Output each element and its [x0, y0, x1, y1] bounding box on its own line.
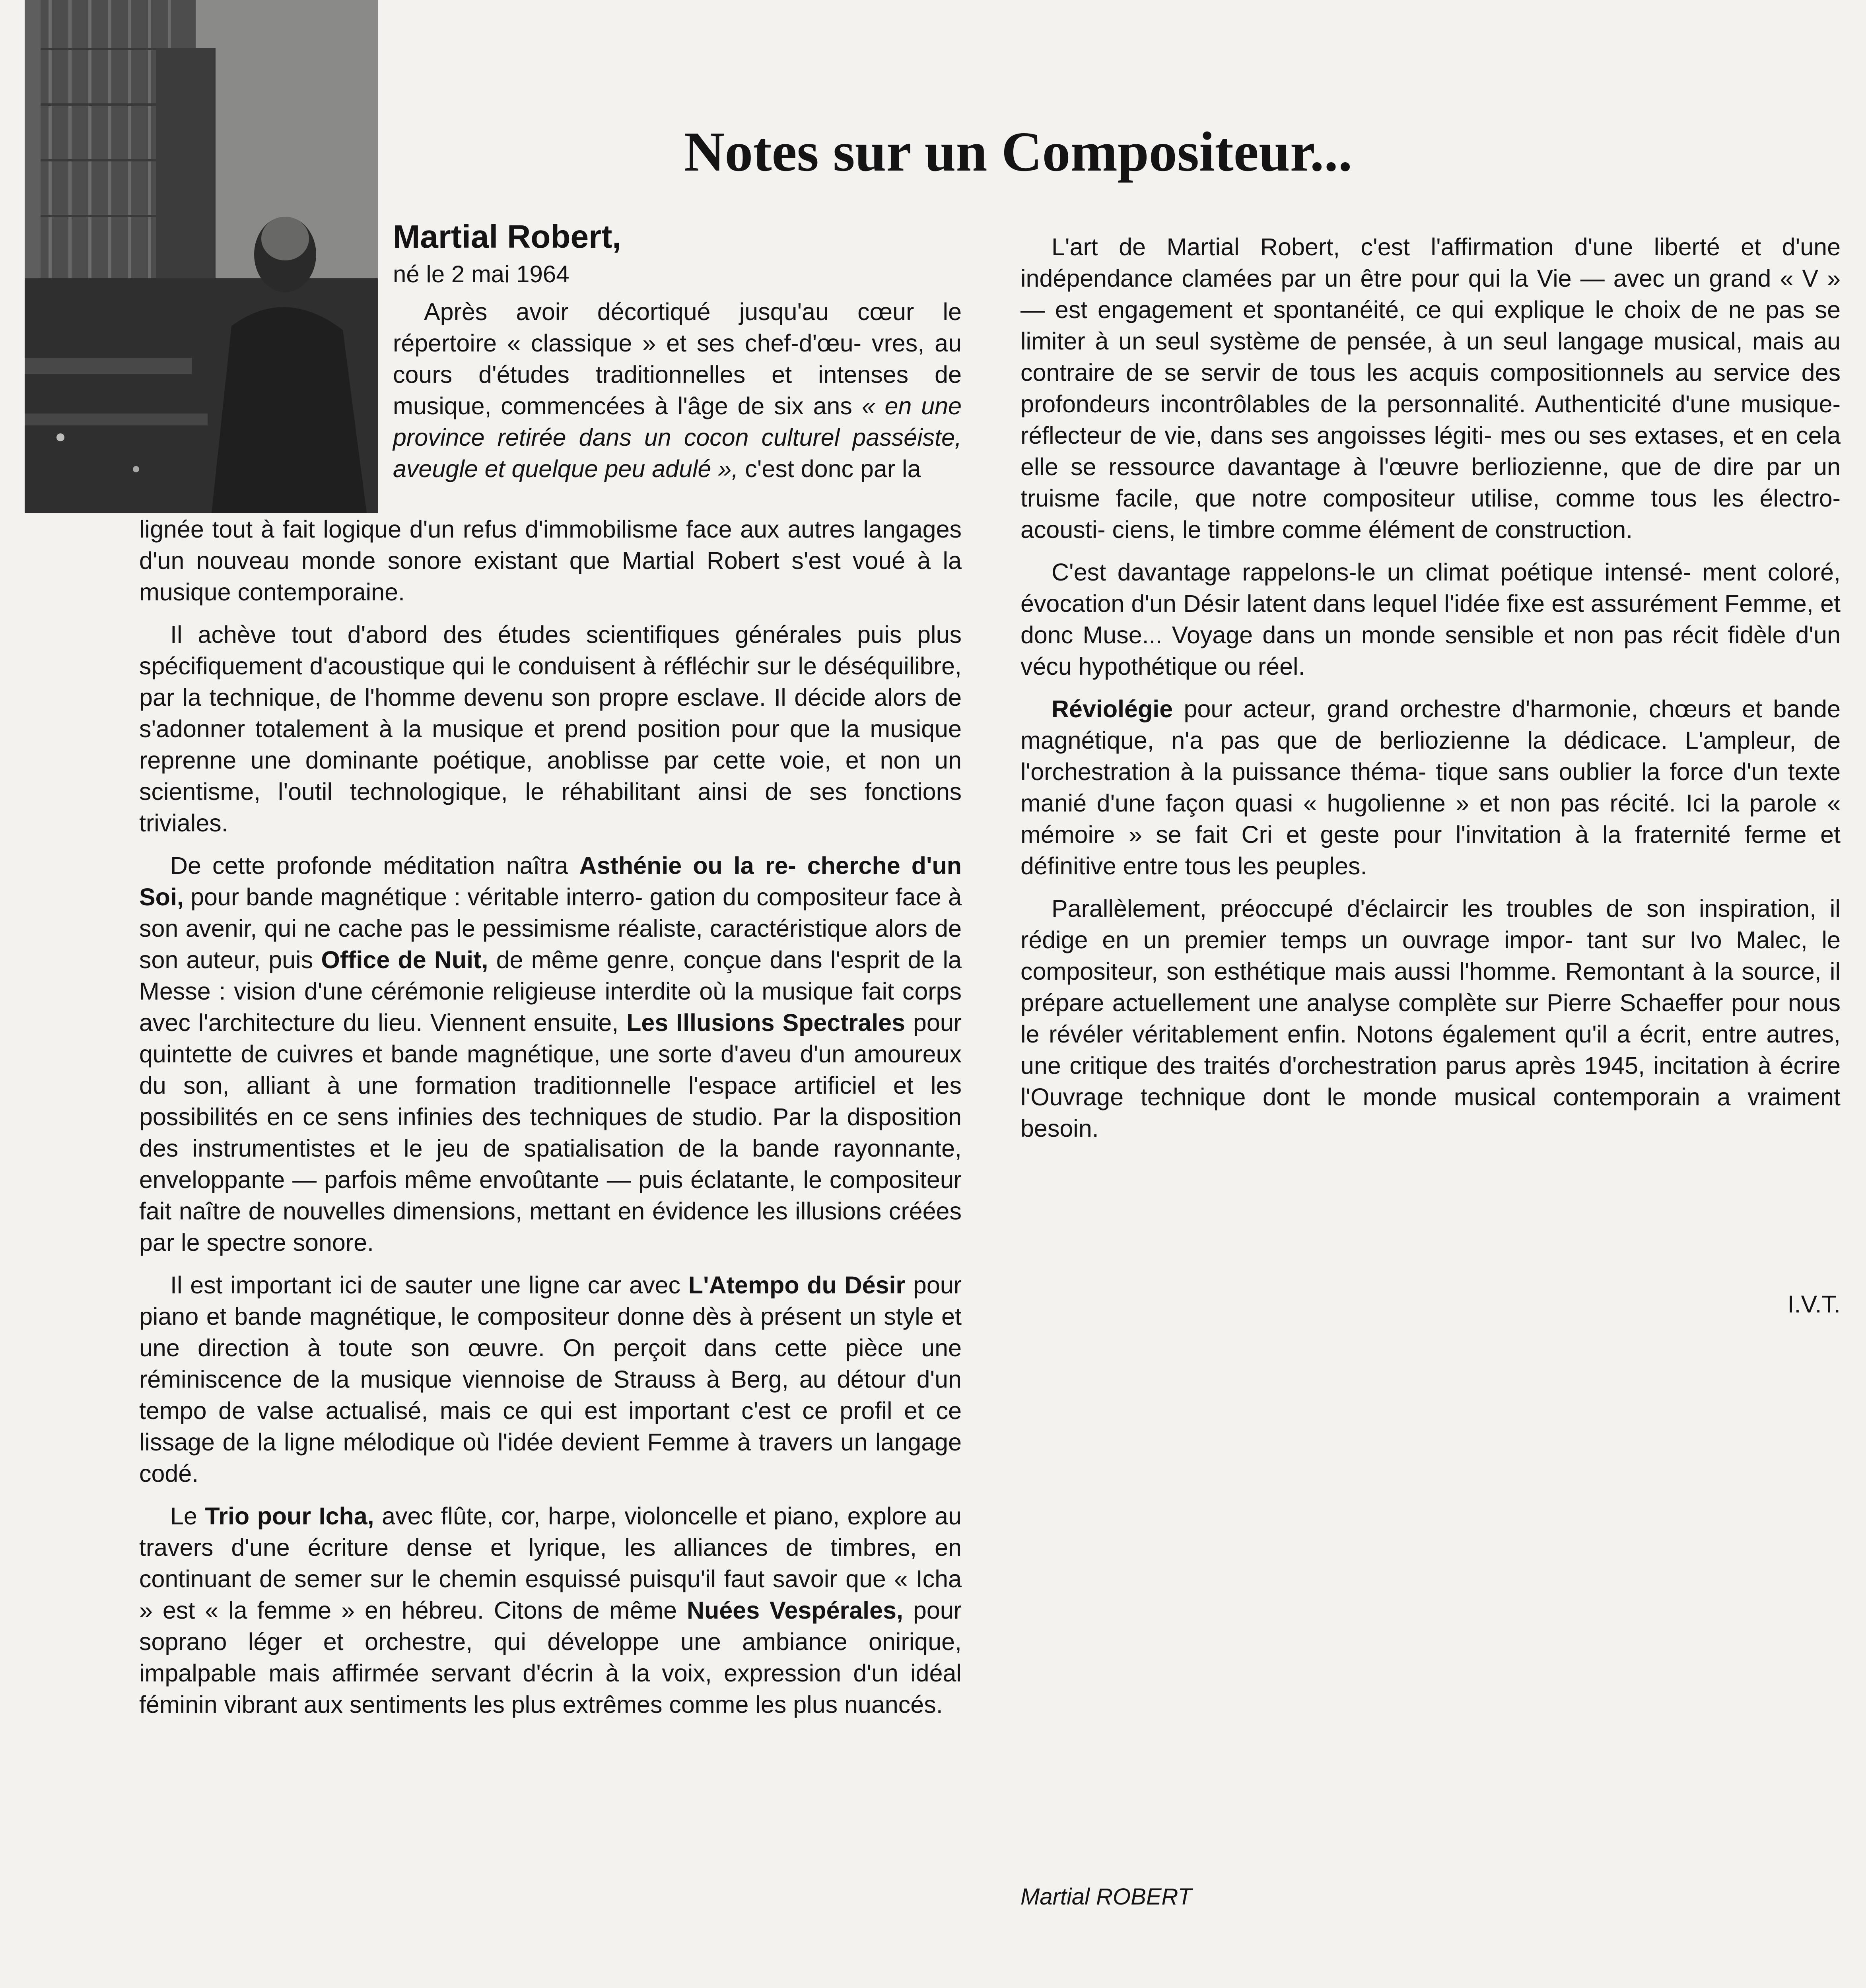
work-title-trio-pour-icha: Trio pour Icha, [205, 1503, 374, 1530]
work-title-office-de-nuit: Office de Nuit, [321, 946, 488, 973]
author-birth-date: né le 2 mai 1964 [393, 261, 570, 287]
work-title-illusions-spectrales: Les Illusions Spectrales [626, 1009, 906, 1036]
left-column-intro [393, 296, 962, 485]
paragraph-works-early [139, 850, 962, 1258]
intro-continuation: c'est donc par la [745, 455, 921, 482]
paragraph-intro-rest: lignée tout à fait logique d'un refus d'immobilisme face aux autres langages d'un nouveau monde sonore existant que Martial Robert s'est voué à la musique contemporaine. [139, 516, 962, 606]
text-span: pour soprano léger et orchestre, qui développe une ambiance onirique, impalpable mais affirmée servant d'écrin à la voix, expression d'un idéal féminin vibrant aux sentiments les plus extrêmes comme les plus nuancés. [139, 1597, 962, 1718]
work-title-reviolegie: Réviolégie [1052, 695, 1173, 722]
intro-text: Après avoir décortiqué jusqu'au cœur le répertoire « classique » et ses chef-d'œu- vres, au cours d'études traditionnelles et intenses de musique, commencées à l'âge de six ans [393, 298, 962, 419]
paragraph-ouvrages: Parallèlement, préoccupé d'éclaircir les troubles de son inspiration, il rédige en un premier temps un ouvrage impor- tant sur Ivo Malec, le compositeur, son esthétique mais aussi l'homme. Remontant à la source, il prépare actuellement une analyse complète sur Pierre Schaeffer pour nous le révéler véritablement enfin. Notons également qu'il a écrit, entre autres, une critique des traités d'orchestration parus après 1945, incitation à écrire l'Ouvrage technique dont le monde musical contemporain a vraiment besoin. [1020, 895, 1841, 1142]
intro-quote: « en une province retirée dans un cocon culturel passéiste, aveugle et quelque peu adulé », [393, 392, 962, 482]
text-span: pour piano et bande magnétique, le compositeur donne dès à présent un style et une direction à toute son œuvre. On perçoit dans cette pièce une réminiscence de la musique viennoise de Strauss à Berg, au détour d'un tempo de valse actualisé, mais ce qui est important c'est ce profil et ce lissage de la ligne mélodique où l'idée devient Femme à travers un langage codé. [139, 1272, 962, 1487]
paragraph-art: L'art de Martial Robert, c'est l'affirmation d'une liberté et d'une indépendance clamées par un être pour qui la Vie — avec un grand « V » — est engagement et spontanéité, ce qui explique le choix de ne pas se limiter à un seul système de pensée, à un seul langage musical, mais au contraire de se servir de tous les acquis compositionnels au service des profondeurs incontrôlables de la personnalité. Authenticité d'une musique-réflecteur de vie, dans ses angoisses légiti- mes ou ses extases, et en cela elle se ressource davantage à l'œuvre berliozienne, que de dire par un truisme facile, que notre compositeur utilise, comme tous les électro-acousti- ciens, le timbre comme élément de construction. [1020, 233, 1841, 543]
photo-caption: Martial ROBERT [1020, 1884, 1192, 1910]
text-span: Il est important ici de sauter une ligne car avec [170, 1272, 681, 1299]
paragraph-studies: Il achève tout d'abord des études scientifiques générales puis plus spécifiquement d'acoustique qui le conduisent à réfléchir sur le déséquilibre, par la technique, de l'homme devenu son propre esclave. Il décide alors de s'adonner totalement à la musique et prend position pour que la musique reprenne une dominante poétique, anoblisse par cette voie, et non un scientisme, l'outil technologique, le réhabilitant ainsi de ses fonctions triviales. [139, 621, 962, 837]
paragraph-climat: C'est davantage rappelons-le un climat poétique intensé- ment coloré, évocation d'un Désir latent dans lequel l'idée fixe est assurément Femme, et donc Muse... Voyage dans un monde sensible et non pas récit fidèle d'un vécu hypothétique ou réel. [1020, 559, 1841, 680]
paragraph-atempo [139, 1270, 962, 1489]
right-column [1020, 231, 1841, 1155]
text-span: de même genre, conçue dans l'esprit de la Messe : vision d'une cérémonie religieuse interdite où la musique fait corps avec l'architecture du lieu. Viennent ensuite, [139, 946, 962, 1036]
portrait-photo [25, 0, 378, 513]
author-name: Martial Robert, [393, 219, 622, 255]
paragraph-trio [139, 1501, 962, 1720]
text-span: pour acteur, grand orchestre d'harmonie, chœurs et bande magnétique, n'a pas que de berliozienne la dédicace. L'ampleur, de l'orchestration à la puissance théma- tique sans oublier la force d'un texte manié d'une façon quasi « hugolienne » et non pas récité. Ici la parole « mémoire » se fait Cri et geste pour l'invitation à la fraternité ferme et définitive entre tous les peuples. [1020, 695, 1841, 879]
text-span: pour bande magnétique : véritable interro- gation du compositeur face à son avenir, qui ne cache pas le pessimisme réaliste, caractéristique alors de son auteur, puis [139, 883, 962, 973]
portrait-photo-image [25, 0, 378, 513]
paragraph-intro [393, 296, 962, 485]
work-title-nuees-vesperales: Nuées Vespérales, [687, 1597, 903, 1624]
left-column [139, 514, 962, 1732]
work-title-atempo-du-desir: L'Atempo du Désir [688, 1272, 906, 1299]
paragraph-reviolegie [1020, 693, 1841, 882]
text-span: avec flûte, cor, harpe, violoncelle et piano, explore au travers d'une écriture dense et lyrique, les alliances de timbres, en continuant de semer sur le chemin esquissé puisqu'il faut savoir que « Icha » est « la femme » en hébreu. Citons de même [139, 1503, 962, 1624]
page-title: Notes sur un Compositeur... [684, 120, 1353, 183]
work-title-asthenie: Asthénie ou la re- cherche d'un Soi, [139, 852, 962, 911]
text-span: De cette profonde méditation naîtra [170, 852, 568, 879]
text-span: Le [170, 1503, 197, 1530]
author-initials-signature: I.V.T. [1787, 1291, 1841, 1318]
text-span: pour quintette de cuivres et bande magnétique, une sorte d'aveu d'un amoureux du son, alliant à une formation traditionnelle l'espace artificiel et les possibilités en ce sens infinies des techniques de studio. Par la disposition des instrumentistes et le jeu de spatialisation de la bande rayonnante, enveloppante — parfois même envoûtante — puis éclatante, le compositeur fait naître de nouvelles dimensions, mettant en évidence les illusions créées par le spectre sonore. [139, 1009, 962, 1256]
